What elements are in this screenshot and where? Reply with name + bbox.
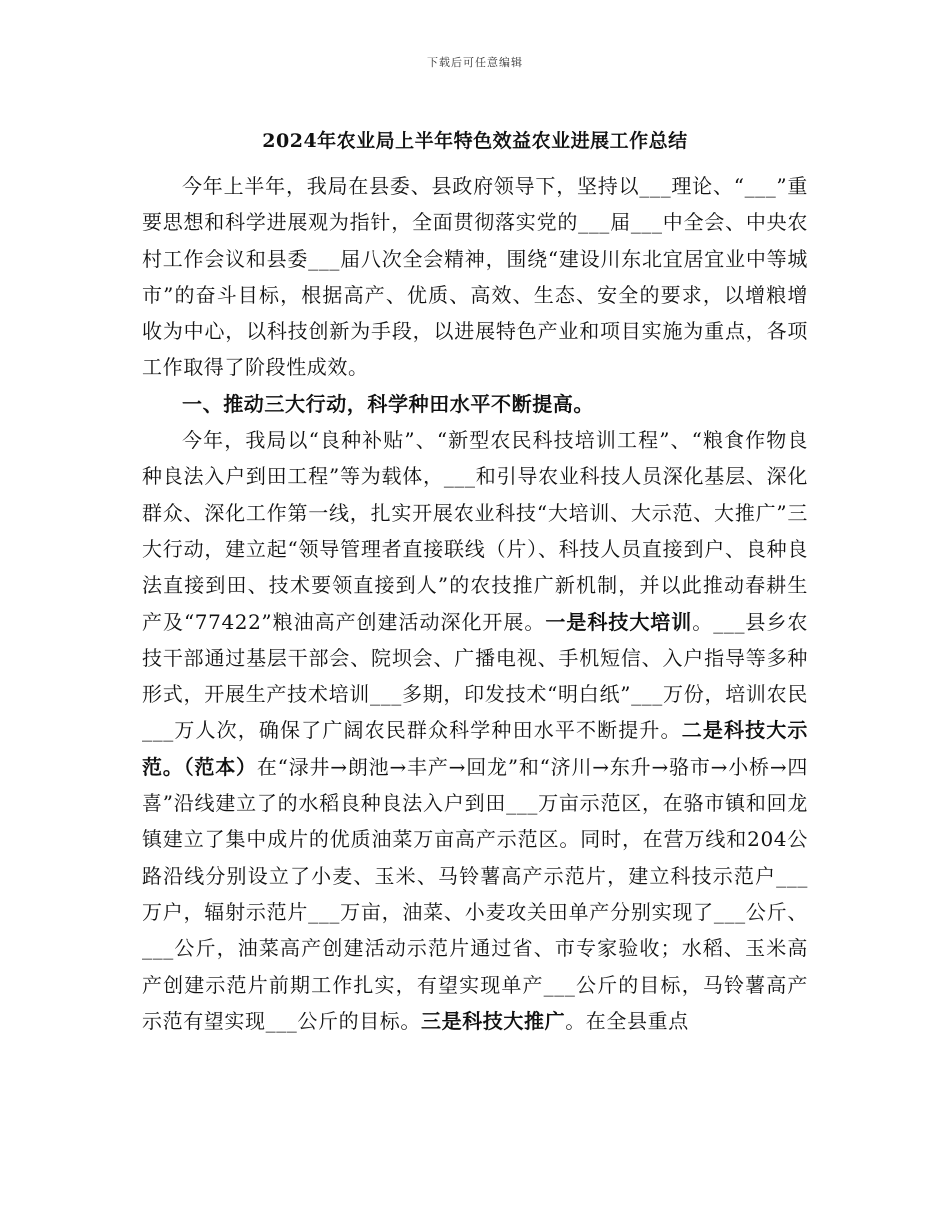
bold-phrase-training: 一是科技大培训 bbox=[545, 609, 693, 634]
section-1-text-4: 。在全县重点 bbox=[565, 1008, 689, 1033]
section-heading-1: 一、推动三大行动，科学种田水平不断提高。 bbox=[182, 391, 594, 416]
document-body bbox=[142, 168, 808, 1039]
page-header-note: 下载后可任意编辑 bbox=[427, 56, 523, 69]
section-1-text-2: 。___县乡农技干部通过基层干部会、院坝会、广播电视、手机短信、入户指导等多种形式，开展生产技术培训___多期，印发技术“明白纸”___万份，培训农民___万人次，确保了广阔农民群众科学种田水平不断提升。 bbox=[142, 609, 808, 743]
intro-paragraph: 今年上半年，我局在县委、县政府领导下，坚持以___理论、“___”重要思想和科学进展观为指针，全面贯彻落实党的___届___中全会、中央农村工作会议和县委___届八次全会精神，围绕“建设川东北宜居宜业中等城市”的奋斗目标，根据高产、优质、高效、生态、安全的要求，以增粮增收为中心，以科技创新为手段，以进展特色产业和项目实施为重点，各项工作取得了阶段性成效。 bbox=[142, 174, 808, 380]
section-1-text-1: 今年，我局以“良种补贴”、“新型农民科技培训工程”、“粮食作物良种良法入户到田工程”等为载体，___和引导农业科技人员深化基层、深化群众、深化工作第一线，扎实开展农业科技“大培训、大示范、大推广”三大行动，建立起“领导管理者直接联线（片）、科技人员直接到户、良种良法直接到田、技术要领直接到人”的农技推广新机制，并以此推动春耕生产及“77422”粮油高产创建活动深化开展。 bbox=[142, 428, 808, 634]
document-title: 2024年农业局上半年特色效益农业进展工作总结 bbox=[262, 130, 688, 152]
section-1-paragraph bbox=[142, 422, 808, 1039]
bold-phrase-demonstration: 二是科技大示范。（范本） bbox=[142, 718, 809, 779]
section-1-text-3: 在“渌井→朗池→丰产→回龙”和“济川→东升→骆市→小桥→四喜”沿线建立了的水稻良种良法入户到田___万亩示范区，在骆市镇和回龙镇建立了集中成片的优质油菜万亩高产示范区。同时，在营万线和204公路沿线分别设立了小麦、玉米、马铃薯高产示范片，建立科技示范户___万户，辐射示范片___万亩，油菜、小麦攻关田单产分别实现了___公斤、___公斤，油菜高产创建活动示范片通过省、市专家验收；水稻、玉米高产创建示范片前期工作扎实，有望实现单产___公斤的目标，马铃薯高产示范有望实现___公斤的目标。 bbox=[142, 754, 808, 1033]
bold-phrase-promotion: 三是科技大推广 bbox=[421, 1008, 566, 1033]
